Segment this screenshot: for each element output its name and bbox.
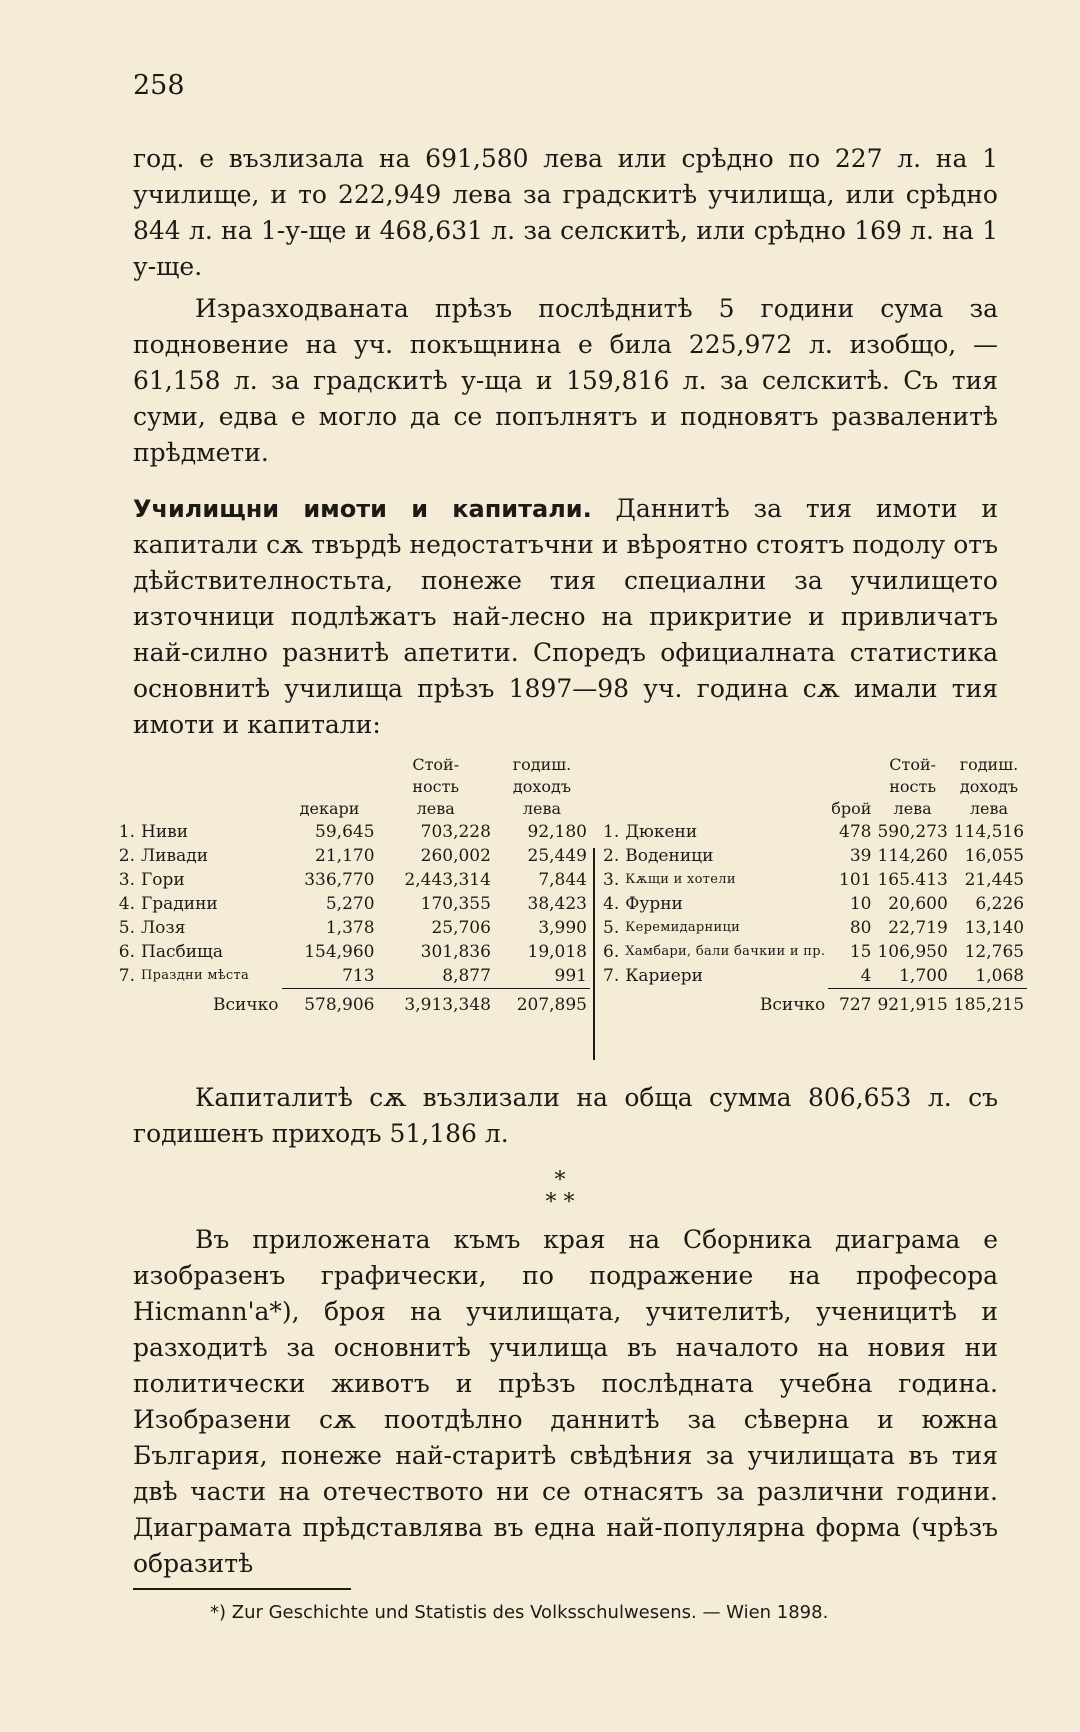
row-name: Гори: [141, 870, 185, 890]
row-value-c: 13,140: [964, 918, 1025, 938]
page-number: 258: [133, 70, 185, 101]
row-value-c: 1,068: [975, 966, 1025, 986]
section-heading: Училищни имоти и капитали.: [133, 495, 592, 523]
row-value-a: 10: [849, 894, 872, 914]
row-value-a: 39: [849, 846, 872, 866]
row-value-c: 991: [554, 966, 587, 986]
row-value-a: 713: [342, 966, 375, 986]
header-value: Стой- ность: [412, 755, 460, 796]
table-row: [110, 916, 590, 940]
table-row: [600, 964, 1027, 989]
row-index: 1.: [118, 822, 135, 842]
row-name: Градини: [141, 894, 218, 914]
row-value-a: 80: [849, 918, 872, 938]
row-value-c: 92,180: [527, 822, 587, 842]
row-value-c: 38,423: [527, 894, 587, 914]
row-index: 5.: [603, 918, 620, 938]
row-value-b: 301,836: [420, 942, 491, 962]
row-value-b: 1,700: [899, 966, 948, 986]
table-header-units: брой лева лева: [831, 799, 1009, 818]
row-value-b: 106,950: [877, 942, 948, 962]
row-value-c: 12,765: [964, 942, 1025, 962]
row-value-c: 16,055: [964, 846, 1025, 866]
row-value-b: 590,273: [877, 822, 948, 842]
row-value-a: 154,960: [304, 942, 375, 962]
row-value-a: 4: [860, 966, 872, 986]
table-row: [600, 868, 1027, 892]
row-index: 5.: [118, 918, 135, 938]
row-value-c: 3,990: [538, 918, 587, 938]
row-value-b: 2,443,314: [404, 870, 491, 890]
row-value-a: 5,270: [325, 894, 375, 914]
table-row: [110, 892, 590, 916]
row-index: 3.: [603, 870, 620, 890]
row-name: Ливади: [141, 846, 209, 866]
land-property-table: [110, 754, 590, 1017]
table-row: [600, 940, 1027, 964]
row-name: Воденици: [625, 846, 714, 866]
row-name: Фурни: [625, 894, 683, 914]
footnote-rule: [133, 1588, 351, 1590]
row-index: 1.: [603, 822, 620, 842]
row-value-c: 21,445: [964, 870, 1025, 890]
row-value-b: 25,706: [431, 918, 491, 938]
row-index: 6.: [603, 942, 620, 962]
row-index: 3.: [118, 870, 135, 890]
row-value-a: 15: [849, 942, 872, 962]
header-income: годиш. доходъ: [512, 755, 572, 796]
row-name: Керемидарници: [625, 920, 741, 935]
row-value-b: 114,260: [877, 846, 948, 866]
row-value-b: 22,719: [888, 918, 948, 938]
table-row: [600, 892, 1027, 916]
row-value-c: 114,516: [953, 822, 1025, 842]
row-name: Пасбища: [141, 942, 223, 962]
row-value-c: 19,018: [527, 942, 587, 962]
header-value: Стой- ность: [889, 755, 937, 796]
row-value-b: 20,600: [888, 894, 948, 914]
table-row: [600, 820, 1027, 844]
row-name: Лозя: [141, 918, 186, 938]
paragraph-furniture: Изразходваната прѣзъ послѣднитѣ 5 години сума за поднoвение на уч. покъщнина е била 225,972 л. изобщо, — 61,158 л. за градскитѣ у-ща и 159,816 л. за селскитѣ. Съ тия суми, едва е могло да се попълнятъ и подновятъ развaленитѣ прѣдмети.: [133, 294, 998, 467]
table-total-row: Всичко 727 921,915 185,215: [600, 989, 1027, 1018]
row-name: Кѫщи и хотели: [625, 872, 736, 887]
row-value-a: 101: [839, 870, 872, 890]
row-name: Кариери: [625, 966, 704, 987]
row-value-b: 170,355: [420, 894, 491, 914]
row-value-a: 21,170: [315, 846, 375, 866]
row-index: 6.: [118, 942, 135, 962]
paragraph-expenses: год. е възлизала на 691,580 лева или срѣдно по 227 л. на 1 училище, и то 222,949 лева за градскитѣ училища, или срѣдно 844 л. на 1-у-ще и 468,631 л. за селскитѣ, или срѣдно 169 л. на 1 у-ще.: [133, 144, 998, 281]
table-total-row: Всичко 578,906 3,913,348 207,895: [110, 989, 590, 1018]
row-value-c: 6,226: [975, 894, 1025, 914]
row-value-a: 336,770: [304, 870, 375, 890]
table-row: [600, 844, 1027, 868]
table-header-units: декари лева лева: [299, 799, 562, 818]
buildings-property-table: [600, 754, 1027, 1017]
header-income: годиш. доходъ: [959, 755, 1019, 796]
row-value-c: 7,844: [538, 870, 587, 890]
paragraph-diagram: Въ приложената къмъ края на Сборника диаграма е изобразенъ графически, по подражение на професора Hicmann'a*), броя на училищата, учителитѣ, ученицитѣ и разходитѣ за основнитѣ училища въ началото на новия ни политически животъ и прѣзъ послѣдната учебна година. Изобразени сѫ поотдѣлно даннитѣ за сѣверна и южна България, понеже най-старитѣ свѣдѣния за училищата въ тия двѣ части на отечеството ни се отнасятъ за различни години. Диаграмата прѣдставлява въ една най-популярна форма (чрѣзъ образитѣ: [133, 1225, 998, 1578]
table-header-row: [600, 754, 1027, 798]
row-index: 4.: [118, 894, 135, 914]
row-name: Ниви: [141, 822, 189, 842]
row-value-c: 25,449: [527, 846, 587, 866]
paragraph-property-text: Даннитѣ за тия имоти и капитали сѫ твърдѣ недостатъчни и вѣроятно стоятъ подолу отъ дѣйствителностьта, понеже тия специални за училището източници подлѣжатъ най-лесно на прикритие и привличатъ най-силно разнитѣ апетити. Споредъ официалната статистика основнитѣ училища прѣзъ 1897—98 уч. година сѫ имали тия имоти и капитали:: [133, 494, 999, 739]
row-index: 2.: [118, 846, 135, 866]
row-value-a: 1,378: [325, 918, 375, 938]
row-name: Хамбари, бали бачкии и пр.: [625, 944, 826, 959]
row-name: Праздни мѣста: [141, 968, 250, 984]
table-header-row: [110, 754, 590, 798]
table-row: [110, 820, 590, 844]
row-value-b: 165.413: [877, 870, 948, 890]
asterism: * * *: [545, 1168, 575, 1215]
paragraph-capital: Капиталитѣ сѫ възлизали на обща сумма 806,653 л. съ годишенъ приходъ 51,186 л.: [133, 1083, 998, 1148]
table-row: [110, 964, 590, 989]
table-row: [110, 940, 590, 964]
row-index: 2.: [603, 846, 620, 866]
row-name: Дюкени: [625, 822, 698, 842]
row-value-b: 8,877: [442, 966, 491, 986]
footnote: *) Zur Geschichte und Statistis des Volksschulwesens. — Wien 1898.: [210, 1602, 829, 1623]
row-index: 7.: [118, 966, 135, 987]
table-row: [600, 916, 1027, 940]
row-index: 7.: [603, 966, 620, 987]
row-value-a: 59,645: [315, 822, 375, 842]
row-value-a: 478: [839, 822, 872, 842]
table-row: [110, 868, 590, 892]
paragraph-property: [133, 491, 998, 743]
table-row: [110, 844, 590, 868]
row-value-b: 703,228: [420, 822, 491, 842]
row-index: 4.: [603, 894, 620, 914]
table-divider: [593, 848, 595, 1060]
row-value-b: 260,002: [420, 846, 491, 866]
